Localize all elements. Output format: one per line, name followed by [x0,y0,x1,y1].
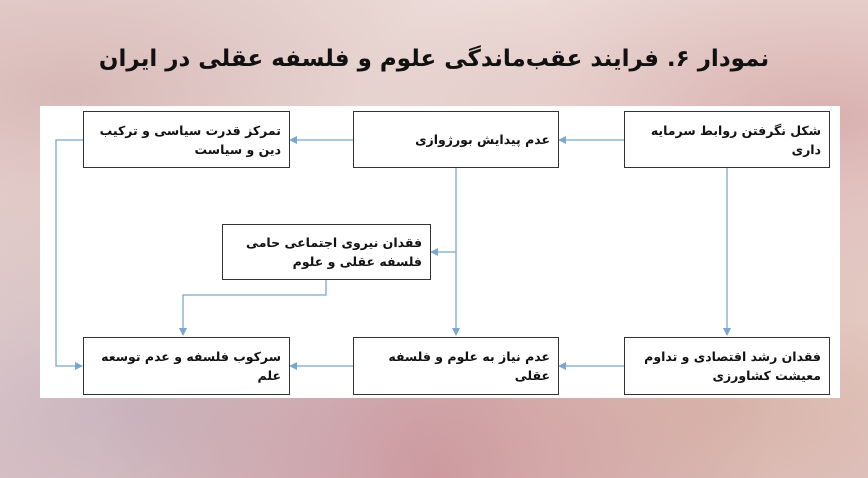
node-social-force: فقدان نیروی اجتماعی حامی فلسفه عقلی و علوم [222,224,431,280]
node-economic-growth: فقدان رشد اقتصادی و تداوم معیشت کشاورزی [624,337,830,395]
node-bourgeoisie: عدم پیدایش بورژوازی [353,111,559,168]
node-power-centralization: تمرکز قدرت سیاسی و ترکیب دین و سیاست [83,111,290,168]
node-capitalism: شکل نگرفتن روابط سرمایه داری [624,111,830,168]
diagram-title: نمودار ۶. فرایند عقب‌ماندگی علوم و فلسفه عقلی در ایران [98,46,770,72]
node-no-need-science: عدم نیاز به علوم و فلسفه عقلی [353,337,559,395]
node-suppression: سرکوب فلسفه و عدم توسعه علم [83,337,290,395]
